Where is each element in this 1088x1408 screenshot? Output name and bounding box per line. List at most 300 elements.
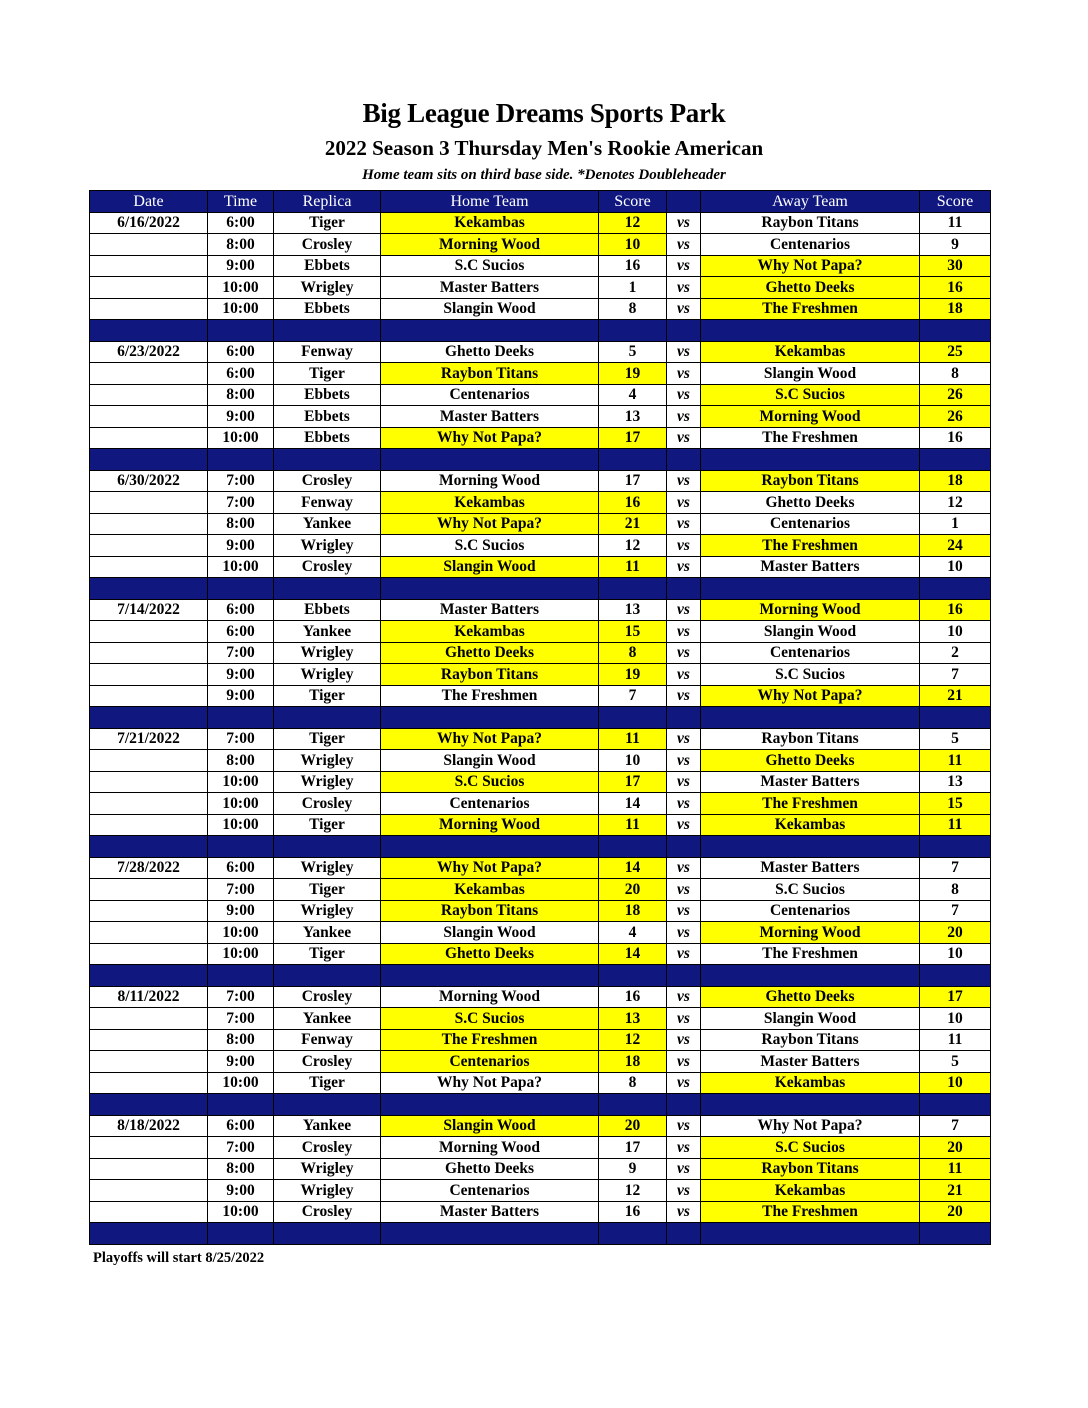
game-date-empty xyxy=(90,1072,208,1094)
separator-cell xyxy=(701,1094,920,1116)
separator-cell xyxy=(701,707,920,729)
game-field: Tiger xyxy=(274,212,381,234)
game-field: Wrigley xyxy=(274,1158,381,1180)
home-team: Morning Wood xyxy=(381,1137,599,1159)
game-date-empty xyxy=(90,750,208,772)
separator-cell xyxy=(599,320,667,342)
col-home-score: Score xyxy=(599,191,667,213)
week-separator xyxy=(90,578,991,600)
home-team: Kekambas xyxy=(381,492,599,514)
game-time: 6:00 xyxy=(208,341,274,363)
away-team: The Freshmen xyxy=(701,793,920,815)
vs-label: vs xyxy=(667,814,701,836)
separator-cell xyxy=(90,449,208,471)
home-team: Kekambas xyxy=(381,879,599,901)
away-score: 10 xyxy=(920,1072,991,1094)
vs-label: vs xyxy=(667,277,701,299)
game-date: 6/16/2022 xyxy=(90,212,208,234)
away-team: Master Batters xyxy=(701,556,920,578)
home-score: 14 xyxy=(599,943,667,965)
home-team: Morning Wood xyxy=(381,470,599,492)
vs-label: vs xyxy=(667,1180,701,1202)
home-score: 4 xyxy=(599,922,667,944)
away-team: Ghetto Deeks xyxy=(701,986,920,1008)
week-separator xyxy=(90,707,991,729)
away-team: Ghetto Deeks xyxy=(701,492,920,514)
game-date-empty xyxy=(90,384,208,406)
home-score: 12 xyxy=(599,535,667,557)
away-score: 11 xyxy=(920,750,991,772)
away-score: 20 xyxy=(920,922,991,944)
vs-label: vs xyxy=(667,212,701,234)
game-time: 7:00 xyxy=(208,1137,274,1159)
game-time: 8:00 xyxy=(208,750,274,772)
home-team: Slangin Wood xyxy=(381,922,599,944)
separator-cell xyxy=(274,836,381,858)
game-time: 7:00 xyxy=(208,470,274,492)
game-time: 7:00 xyxy=(208,728,274,750)
separator-cell xyxy=(381,965,599,987)
separator-cell xyxy=(701,965,920,987)
home-team: Ghetto Deeks xyxy=(381,642,599,664)
away-team: Why Not Papa? xyxy=(701,1115,920,1137)
game-time: 8:00 xyxy=(208,384,274,406)
game-field: Ebbets xyxy=(274,384,381,406)
away-score: 26 xyxy=(920,384,991,406)
game-field: Ebbets xyxy=(274,406,381,428)
game-date-empty xyxy=(90,255,208,277)
separator-cell xyxy=(920,1223,991,1245)
away-team: S.C Sucios xyxy=(701,1137,920,1159)
separator-cell xyxy=(701,449,920,471)
separator-cell xyxy=(667,1094,701,1116)
separator-cell xyxy=(599,836,667,858)
game-date-empty xyxy=(90,492,208,514)
separator-cell xyxy=(90,836,208,858)
game-time: 8:00 xyxy=(208,234,274,256)
home-team: Ghetto Deeks xyxy=(381,341,599,363)
away-team: The Freshmen xyxy=(701,943,920,965)
away-score: 17 xyxy=(920,986,991,1008)
game-date: 6/30/2022 xyxy=(90,470,208,492)
game-time: 10:00 xyxy=(208,298,274,320)
away-score: 10 xyxy=(920,621,991,643)
vs-label: vs xyxy=(667,900,701,922)
game-time: 7:00 xyxy=(208,879,274,901)
vs-label: vs xyxy=(667,384,701,406)
separator-cell xyxy=(381,578,599,600)
home-score: 13 xyxy=(599,599,667,621)
separator-cell xyxy=(920,965,991,987)
home-score: 14 xyxy=(599,793,667,815)
away-team: Slangin Wood xyxy=(701,1008,920,1030)
game-date-empty xyxy=(90,1158,208,1180)
game-time: 6:00 xyxy=(208,363,274,385)
home-score: 8 xyxy=(599,298,667,320)
away-team: The Freshmen xyxy=(701,1201,920,1223)
separator-cell xyxy=(208,707,274,729)
separator-cell xyxy=(274,320,381,342)
game-time: 8:00 xyxy=(208,1029,274,1051)
game-row xyxy=(90,857,991,879)
vs-label: vs xyxy=(667,642,701,664)
game-field: Yankee xyxy=(274,1115,381,1137)
away-team: Why Not Papa? xyxy=(701,685,920,707)
home-score: 16 xyxy=(599,492,667,514)
away-team: Ghetto Deeks xyxy=(701,750,920,772)
col-away-score: Score xyxy=(920,191,991,213)
separator-cell xyxy=(599,1223,667,1245)
game-field: Tiger xyxy=(274,879,381,901)
home-score: 11 xyxy=(599,814,667,836)
game-date-empty xyxy=(90,685,208,707)
game-field: Tiger xyxy=(274,814,381,836)
game-row xyxy=(90,750,991,772)
vs-label: vs xyxy=(667,406,701,428)
game-date-empty xyxy=(90,406,208,428)
away-team: The Freshmen xyxy=(701,427,920,449)
away-score: 26 xyxy=(920,406,991,428)
separator-cell xyxy=(920,836,991,858)
away-team: The Freshmen xyxy=(701,535,920,557)
separator-cell xyxy=(667,578,701,600)
away-score: 11 xyxy=(920,814,991,836)
game-date-empty xyxy=(90,814,208,836)
game-date-empty xyxy=(90,513,208,535)
separator-cell xyxy=(599,1094,667,1116)
vs-label: vs xyxy=(667,986,701,1008)
home-team: The Freshmen xyxy=(381,685,599,707)
game-date-empty xyxy=(90,771,208,793)
home-score: 18 xyxy=(599,900,667,922)
game-row xyxy=(90,470,991,492)
away-score: 5 xyxy=(920,1051,991,1073)
home-team: Master Batters xyxy=(381,1201,599,1223)
away-score: 7 xyxy=(920,857,991,879)
separator-cell xyxy=(381,707,599,729)
away-score: 16 xyxy=(920,277,991,299)
separator-cell xyxy=(274,578,381,600)
game-row xyxy=(90,492,991,514)
game-time: 7:00 xyxy=(208,1008,274,1030)
game-field: Wrigley xyxy=(274,535,381,557)
away-team: Slangin Wood xyxy=(701,621,920,643)
game-field: Yankee xyxy=(274,513,381,535)
home-score: 16 xyxy=(599,255,667,277)
separator-cell xyxy=(274,965,381,987)
schedule-body xyxy=(90,212,991,1244)
away-team: S.C Sucios xyxy=(701,879,920,901)
vs-label: vs xyxy=(667,1029,701,1051)
game-time: 9:00 xyxy=(208,255,274,277)
game-date-empty xyxy=(90,1137,208,1159)
game-row xyxy=(90,277,991,299)
separator-cell xyxy=(208,320,274,342)
game-row xyxy=(90,879,991,901)
away-score: 11 xyxy=(920,1158,991,1180)
away-score: 20 xyxy=(920,1201,991,1223)
vs-label: vs xyxy=(667,1115,701,1137)
game-row xyxy=(90,685,991,707)
game-date: 7/21/2022 xyxy=(90,728,208,750)
separator-cell xyxy=(920,449,991,471)
vs-label: vs xyxy=(667,664,701,686)
away-team: Kekambas xyxy=(701,1072,920,1094)
separator-cell xyxy=(701,320,920,342)
game-time: 8:00 xyxy=(208,513,274,535)
away-team: Slangin Wood xyxy=(701,363,920,385)
page-title: Big League Dreams Sports Park xyxy=(362,98,726,128)
game-row xyxy=(90,728,991,750)
home-team: S.C Sucios xyxy=(381,1008,599,1030)
game-time: 9:00 xyxy=(208,535,274,557)
away-team: Centenarios xyxy=(701,513,920,535)
home-team: Master Batters xyxy=(381,406,599,428)
away-score: 20 xyxy=(920,1137,991,1159)
separator-cell xyxy=(208,836,274,858)
game-time: 10:00 xyxy=(208,943,274,965)
game-date-empty xyxy=(90,234,208,256)
game-time: 7:00 xyxy=(208,642,274,664)
game-date: 7/14/2022 xyxy=(90,599,208,621)
separator-cell xyxy=(667,449,701,471)
vs-label: vs xyxy=(667,470,701,492)
game-date-empty xyxy=(90,642,208,664)
away-score: 7 xyxy=(920,664,991,686)
away-score: 8 xyxy=(920,879,991,901)
game-time: 10:00 xyxy=(208,771,274,793)
home-team: Centenarios xyxy=(381,384,599,406)
game-field: Crosley xyxy=(274,1201,381,1223)
game-date-empty xyxy=(90,298,208,320)
vs-label: vs xyxy=(667,556,701,578)
home-score: 11 xyxy=(599,556,667,578)
separator-cell xyxy=(667,320,701,342)
away-score: 16 xyxy=(920,427,991,449)
home-score: 19 xyxy=(599,664,667,686)
game-date-empty xyxy=(90,900,208,922)
game-date-empty xyxy=(90,621,208,643)
home-team: Why Not Papa? xyxy=(381,513,599,535)
game-field: Ebbets xyxy=(274,599,381,621)
week-separator xyxy=(90,836,991,858)
game-date: 8/11/2022 xyxy=(90,986,208,1008)
game-field: Crosley xyxy=(274,556,381,578)
separator-cell xyxy=(274,1223,381,1245)
separator-cell xyxy=(599,707,667,729)
away-score: 18 xyxy=(920,298,991,320)
game-row xyxy=(90,298,991,320)
away-team: Why Not Papa? xyxy=(701,255,920,277)
vs-label: vs xyxy=(667,793,701,815)
week-separator xyxy=(90,1223,991,1245)
game-time: 10:00 xyxy=(208,277,274,299)
away-team: Master Batters xyxy=(701,771,920,793)
vs-label: vs xyxy=(667,621,701,643)
game-field: Ebbets xyxy=(274,427,381,449)
away-team: Ghetto Deeks xyxy=(701,277,920,299)
separator-cell xyxy=(920,1094,991,1116)
game-time: 10:00 xyxy=(208,922,274,944)
away-score: 1 xyxy=(920,513,991,535)
game-row xyxy=(90,599,991,621)
away-score: 11 xyxy=(920,212,991,234)
game-row xyxy=(90,771,991,793)
game-row xyxy=(90,1029,991,1051)
away-team: Morning Wood xyxy=(701,599,920,621)
vs-label: vs xyxy=(667,427,701,449)
away-team: The Freshmen xyxy=(701,298,920,320)
separator-cell xyxy=(274,707,381,729)
home-score: 10 xyxy=(599,750,667,772)
away-score: 25 xyxy=(920,341,991,363)
separator-cell xyxy=(701,1223,920,1245)
col-away-team: Away Team xyxy=(701,191,920,213)
game-row xyxy=(90,427,991,449)
separator-cell xyxy=(701,836,920,858)
separator-cell xyxy=(381,320,599,342)
home-team: Why Not Papa? xyxy=(381,857,599,879)
away-score: 21 xyxy=(920,1180,991,1202)
game-date-empty xyxy=(90,943,208,965)
home-score: 20 xyxy=(599,1115,667,1137)
home-score: 4 xyxy=(599,384,667,406)
game-field: Crosley xyxy=(274,1051,381,1073)
home-score: 16 xyxy=(599,986,667,1008)
home-team: Raybon Titans xyxy=(381,900,599,922)
game-time: 9:00 xyxy=(208,1180,274,1202)
home-team: Centenarios xyxy=(381,793,599,815)
game-time: 8:00 xyxy=(208,1158,274,1180)
away-team: Centenarios xyxy=(701,900,920,922)
away-score: 7 xyxy=(920,1115,991,1137)
game-field: Tiger xyxy=(274,363,381,385)
home-score: 8 xyxy=(599,1072,667,1094)
home-score: 11 xyxy=(599,728,667,750)
separator-cell xyxy=(381,449,599,471)
separator-cell xyxy=(90,965,208,987)
away-team: Raybon Titans xyxy=(701,728,920,750)
home-score: 12 xyxy=(599,212,667,234)
away-team: Raybon Titans xyxy=(701,212,920,234)
home-team: Slangin Wood xyxy=(381,1115,599,1137)
away-score: 24 xyxy=(920,535,991,557)
home-score: 14 xyxy=(599,857,667,879)
game-date: 7/28/2022 xyxy=(90,857,208,879)
home-score: 13 xyxy=(599,406,667,428)
home-score: 17 xyxy=(599,771,667,793)
home-score: 17 xyxy=(599,470,667,492)
game-date-empty xyxy=(90,922,208,944)
away-team: Raybon Titans xyxy=(701,470,920,492)
separator-cell xyxy=(599,578,667,600)
game-field: Wrigley xyxy=(274,771,381,793)
separator-cell xyxy=(701,578,920,600)
away-team: Centenarios xyxy=(701,642,920,664)
separator-cell xyxy=(274,449,381,471)
game-row xyxy=(90,1072,991,1094)
header-row xyxy=(90,191,991,213)
game-date-empty xyxy=(90,363,208,385)
home-team: S.C Sucios xyxy=(381,771,599,793)
game-row xyxy=(90,1115,991,1137)
game-row xyxy=(90,922,991,944)
vs-label: vs xyxy=(667,535,701,557)
separator-cell xyxy=(208,449,274,471)
home-score: 7 xyxy=(599,685,667,707)
away-team: Master Batters xyxy=(701,1051,920,1073)
home-team: Why Not Papa? xyxy=(381,728,599,750)
home-score: 12 xyxy=(599,1029,667,1051)
vs-label: vs xyxy=(667,728,701,750)
game-field: Wrigley xyxy=(274,664,381,686)
game-time: 9:00 xyxy=(208,900,274,922)
home-team: Morning Wood xyxy=(381,986,599,1008)
game-row xyxy=(90,1201,991,1223)
vs-label: vs xyxy=(667,492,701,514)
away-team: Kekambas xyxy=(701,341,920,363)
game-time: 6:00 xyxy=(208,857,274,879)
game-time: 7:00 xyxy=(208,986,274,1008)
home-team: Raybon Titans xyxy=(381,363,599,385)
home-team: S.C Sucios xyxy=(381,535,599,557)
home-team: Slangin Wood xyxy=(381,750,599,772)
away-score: 8 xyxy=(920,363,991,385)
separator-cell xyxy=(920,320,991,342)
game-field: Wrigley xyxy=(274,277,381,299)
away-score: 30 xyxy=(920,255,991,277)
home-score: 19 xyxy=(599,363,667,385)
home-team: Centenarios xyxy=(381,1051,599,1073)
game-field: Fenway xyxy=(274,492,381,514)
home-team: Why Not Papa? xyxy=(381,1072,599,1094)
vs-label: vs xyxy=(667,298,701,320)
game-date: 6/23/2022 xyxy=(90,341,208,363)
vs-label: vs xyxy=(667,513,701,535)
game-time: 10:00 xyxy=(208,1201,274,1223)
away-score: 18 xyxy=(920,470,991,492)
away-score: 7 xyxy=(920,900,991,922)
game-field: Crosley xyxy=(274,1137,381,1159)
home-score: 20 xyxy=(599,879,667,901)
game-field: Wrigley xyxy=(274,900,381,922)
week-separator xyxy=(90,449,991,471)
col-home-team: Home Team xyxy=(381,191,599,213)
vs-label: vs xyxy=(667,599,701,621)
vs-label: vs xyxy=(667,750,701,772)
away-team: S.C Sucios xyxy=(701,664,920,686)
game-date-empty xyxy=(90,1029,208,1051)
separator-cell xyxy=(208,1223,274,1245)
home-score: 17 xyxy=(599,427,667,449)
home-score: 8 xyxy=(599,642,667,664)
home-team: Ghetto Deeks xyxy=(381,1158,599,1180)
game-row xyxy=(90,341,991,363)
separator-cell xyxy=(274,1094,381,1116)
home-score: 15 xyxy=(599,621,667,643)
game-row xyxy=(90,212,991,234)
game-time: 6:00 xyxy=(208,599,274,621)
home-score: 16 xyxy=(599,1201,667,1223)
away-score: 2 xyxy=(920,642,991,664)
vs-label: vs xyxy=(667,1008,701,1030)
game-field: Ebbets xyxy=(274,255,381,277)
vs-label: vs xyxy=(667,363,701,385)
away-team: Raybon Titans xyxy=(701,1029,920,1051)
home-score: 10 xyxy=(599,234,667,256)
game-time: 6:00 xyxy=(208,212,274,234)
home-team: Kekambas xyxy=(381,621,599,643)
